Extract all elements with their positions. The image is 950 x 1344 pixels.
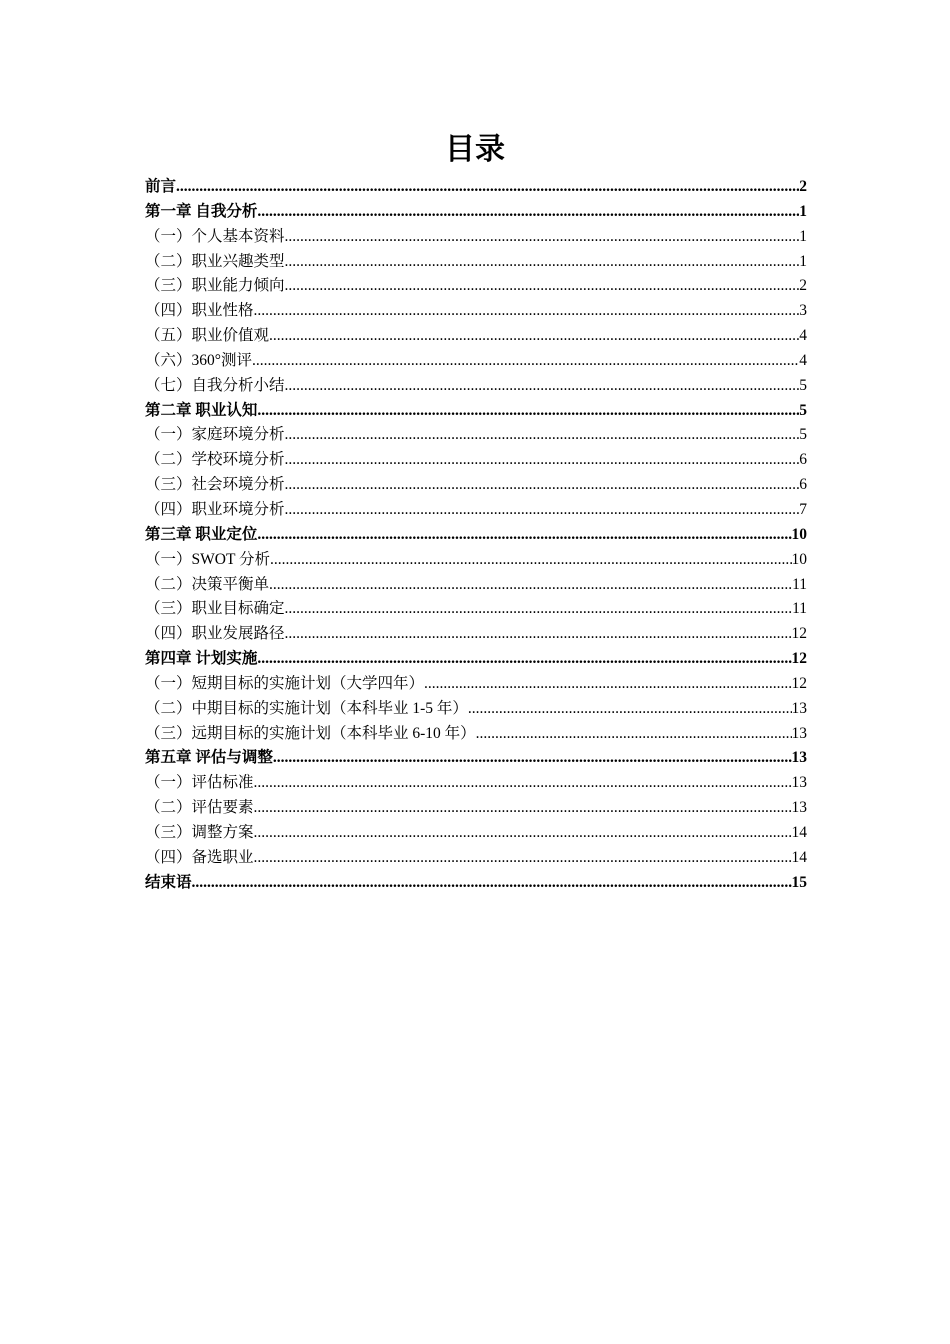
toc-page-number: 6 [799,476,807,494]
toc-section-entry[interactable] [145,597,807,622]
toc-page-number: 4 [799,327,807,345]
toc-entry-title: 第二章 职业认知 [145,401,258,419]
toc-entry-title: （七）自我分析小结 [145,376,285,394]
toc-entry-title: （一）个人基本资料 [145,227,285,245]
toc-chapter-entry[interactable] [145,871,807,896]
toc-dot-leader [468,697,792,722]
toc-chapter-entry[interactable] [145,200,807,225]
toc-section-entry[interactable] [145,771,807,796]
toc-entry-title: （三）社会环境分析 [145,476,285,494]
toc-entry-title: （一）短期目标的实施计划（大学四年） [145,674,425,692]
toc-page-number: 14 [791,823,807,841]
toc-entry-title: （二）职业兴趣类型 [145,252,285,270]
toc-dot-leader [285,597,793,622]
toc-dot-leader [257,523,791,548]
toc-entry-title: （三）远期目标的实施计划（本科毕业 6-10 年） [145,724,476,742]
toc-page-number: 13 [791,749,807,767]
toc-dot-leader [285,250,800,275]
toc-page-number: 12 [791,625,807,643]
toc-entry-title: （四）职业发展路径 [145,625,285,643]
toc-page-number: 4 [799,351,807,369]
toc-section-entry[interactable] [145,250,807,275]
toc-entry-title: 结束语 [145,873,192,891]
toc-entry-title: （二）学校环境分析 [145,451,285,469]
toc-dot-leader [269,324,799,349]
toc-entry-title: 第三章 职业定位 [145,525,258,543]
toc-page-number: 10 [791,550,807,568]
toc-section-entry[interactable] [145,423,807,448]
toc-page-number: 2 [799,178,807,195]
toc-dot-leader [270,548,791,573]
toc-page-number: 13 [791,799,807,817]
toc-section-entry[interactable] [145,274,807,299]
toc-page-number: 12 [791,674,807,692]
toc-chapter-entry[interactable] [145,175,807,200]
toc-page-number: 13 [791,774,807,792]
toc-entry-title: （四）职业环境分析 [145,500,285,518]
toc-section-entry[interactable] [145,722,807,747]
toc-page-number: 1 [799,227,807,245]
toc-section-entry[interactable] [145,796,807,821]
toc-page-number: 5 [799,426,807,444]
toc-dot-leader [254,821,792,846]
toc-dot-leader [285,448,800,473]
toc-dot-leader [176,175,799,200]
toc-dot-leader [285,473,800,498]
toc-section-entry[interactable] [145,448,807,473]
toc-entry-title: （一）家庭环境分析 [145,426,285,444]
toc-chapter-entry[interactable] [145,647,807,672]
toc-page-number: 10 [791,525,807,543]
toc-entry-title: 前言 [145,178,177,195]
toc-section-entry[interactable] [145,573,807,598]
toc-dot-leader [285,225,800,250]
toc-dot-leader [254,299,800,324]
toc-page-number: 3 [799,302,807,320]
toc-page-number: 7 [799,500,807,518]
toc-entry-title: 第一章 自我分析 [145,202,258,220]
toc-entry-title: （四）备选职业 [145,848,254,866]
toc-section-entry[interactable] [145,349,807,374]
toc-section-entry[interactable] [145,846,807,871]
toc-dot-leader [285,374,800,399]
toc-section-entry[interactable] [145,473,807,498]
toc-entry-title: 第五章 评估与调整 [145,749,273,767]
toc-page-number: 13 [791,724,807,742]
toc-section-entry[interactable] [145,622,807,647]
toc-entry-title: （一）SWOT 分析 [145,550,271,568]
toc-entry-title: （三）调整方案 [145,823,254,841]
toc-chapter-entry[interactable] [145,523,807,548]
toc-dot-leader [257,200,799,225]
table-of-contents [145,175,807,895]
toc-page-number: 13 [791,699,807,717]
toc-dot-leader [192,871,792,896]
toc-entry-title: （二）中期目标的实施计划（本科毕业 1-5 年） [145,699,468,717]
toc-dot-leader [252,349,799,374]
toc-section-entry[interactable] [145,697,807,722]
toc-dot-leader [257,399,799,424]
toc-page-number: 11 [792,575,807,593]
toc-section-entry[interactable] [145,374,807,399]
toc-section-entry[interactable] [145,498,807,523]
toc-entry-title: （一）评估标准 [145,774,254,792]
toc-dot-leader [285,274,800,299]
toc-chapter-entry[interactable] [145,746,807,771]
toc-section-entry[interactable] [145,324,807,349]
toc-page-number: 6 [799,451,807,469]
toc-section-entry[interactable] [145,821,807,846]
toc-section-entry[interactable] [145,299,807,324]
toc-page-number: 5 [799,401,807,419]
toc-entry-title: （三）职业目标确定 [145,600,285,618]
toc-dot-leader [273,746,792,771]
toc-entry-title: （二）评估要素 [145,799,254,817]
toc-entry-title: （二）决策平衡单 [145,575,270,593]
page-title: 目录 [445,132,505,167]
toc-page-number: 11 [792,600,807,618]
toc-section-entry[interactable] [145,672,807,697]
toc-entry-title: （六）360°测评 [145,351,252,369]
toc-dot-leader [476,722,792,747]
toc-page-number: 5 [799,376,807,394]
toc-entry-title: 第四章 计划实施 [145,650,258,668]
toc-page-number: 1 [799,252,807,270]
toc-section-entry[interactable] [145,548,807,573]
toc-entry-title: （五）职业价值观 [145,327,270,345]
toc-chapter-entry[interactable] [145,399,807,424]
toc-dot-leader [424,672,791,697]
toc-dot-leader [285,622,792,647]
toc-dot-leader [254,771,792,796]
toc-entry-title: （四）职业性格 [145,302,254,320]
toc-dot-leader [254,846,792,871]
toc-dot-leader [285,423,800,448]
toc-page-number: 2 [799,277,807,295]
toc-dot-leader [269,573,792,598]
toc-page-number: 12 [791,650,807,668]
toc-page-number: 14 [791,848,807,866]
toc-page-number: 1 [799,202,807,220]
toc-dot-leader [285,498,800,523]
toc-dot-leader [257,647,791,672]
toc-page-number: 15 [791,873,807,891]
toc-dot-leader [254,796,792,821]
toc-section-entry[interactable] [145,225,807,250]
toc-entry-title: （三）职业能力倾向 [145,277,285,295]
